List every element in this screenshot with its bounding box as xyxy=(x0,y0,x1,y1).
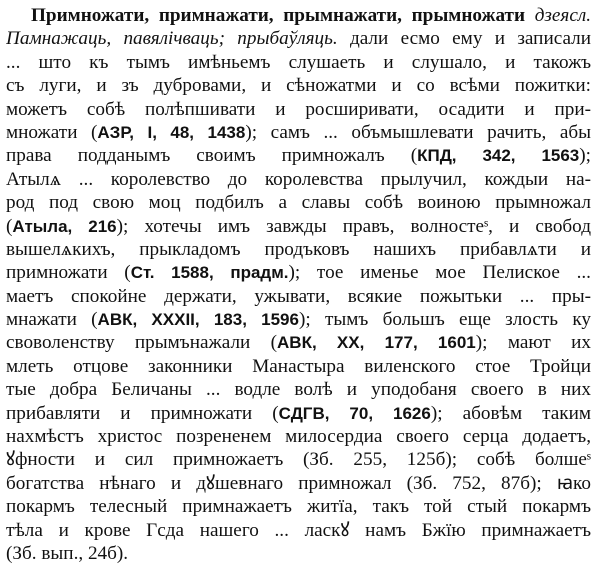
source-reference: Ст. 1588, прадм. xyxy=(130,263,289,283)
entry-text: покармъ телесный примнажаетъ житїа, такъ той стый покармъ xyxy=(6,496,591,518)
entry-text: тѣла и крове Гсда нашего ... ласкꙋ намъ Бжїю примнажаетъ xyxy=(6,519,591,541)
entry-line xyxy=(6,121,591,144)
entry-text: ); тымъ большъ еще злость ку xyxy=(298,309,591,331)
entry-body xyxy=(6,27,591,565)
dictionary-entry xyxy=(6,4,591,564)
entry-line xyxy=(6,331,591,354)
entry-text: нахмѣстъ христос позрененем милосердиа своего серца додаетъ, xyxy=(6,426,591,448)
entry-line xyxy=(6,285,591,308)
entry-gloss: Памнажаць, павялічваць; прыбаўляць. xyxy=(6,28,338,50)
entry-text: ... што къ тымъ имѣньемъ слушаеть и слушало, и такожъ xyxy=(6,51,591,73)
entry-text: ꙋфности и сил примножаетъ (Зб. 255, 125б); собѣ болшеˢ xyxy=(6,449,591,471)
entry-line xyxy=(6,98,591,121)
entry-line xyxy=(6,261,591,284)
entry-text: богатства нѣнаго и дꙋшевнаго примножал (Зб. 752, 87б); ꙗко xyxy=(6,472,591,494)
entry-text: ); абовѣм таким xyxy=(430,402,591,424)
entry-text: своволенству прымънажали ( xyxy=(6,332,278,354)
entry-text: тые добра Беличаны ... водле волѣ и уподобаня своего в них xyxy=(6,379,591,401)
entry-line xyxy=(6,378,591,401)
entry-line xyxy=(6,4,591,27)
entry-text: дали есмо ему и записали xyxy=(337,28,591,50)
entry-line xyxy=(6,308,591,331)
entry-line xyxy=(6,215,591,238)
entry-text: маетъ спокойне держати, ужывати, всякие пожытьки ... пры xyxy=(6,285,585,307)
source-reference: АВК, XX, 177, 1601 xyxy=(277,333,476,353)
entry-line xyxy=(6,238,591,261)
entry-text: (Зб. вып., 24б). xyxy=(6,542,129,564)
entry-text: примножати ( xyxy=(6,262,131,284)
hyphen: - xyxy=(584,285,591,307)
entry-text: прибавляти и примножати ( xyxy=(6,402,279,424)
entry-line xyxy=(6,191,591,214)
entry-line xyxy=(6,425,591,448)
entry-text: Атылѧ ... королевство до королевства прылучил, кождыи на xyxy=(6,168,585,190)
entry-text: ); мают их xyxy=(475,332,591,354)
entry-text: съ луги, и зъ дубровами, и сѣножатми и со всѣми пожитки: xyxy=(6,75,591,97)
entry-line xyxy=(6,448,591,471)
entry-text: ( xyxy=(6,215,13,237)
source-reference: АВК, XXXII, 183, 1596 xyxy=(97,310,299,330)
entry-line xyxy=(6,495,591,518)
entry-headword: Примножати, примнажати, прымнажати, прымножати xyxy=(31,5,526,26)
entry-line xyxy=(6,51,591,74)
entry-text: вышелѧкихъ, прыкладомъ продъковъ нашихъ прибавлѧти и xyxy=(6,238,591,260)
source-reference: Атыла, 216 xyxy=(12,216,117,236)
entry-text: ); самъ ... объмышлевати рачить, абы xyxy=(245,121,591,143)
entry-line xyxy=(6,144,591,167)
entry-text: множати ( xyxy=(6,121,98,143)
entry-text: ); xyxy=(579,145,591,167)
entry-line xyxy=(6,519,591,542)
entry-text: можетъ собѣ полѣпшивати и росширивати, осадити и при xyxy=(6,98,585,120)
source-reference: СДГВ, 70, 1626 xyxy=(278,403,431,423)
entry-line xyxy=(6,74,591,97)
entry-grammar-label: дзеясл. xyxy=(525,5,591,26)
entry-text: ); тое именье мое Пелиское ... xyxy=(288,262,591,284)
source-reference: КПД, 342, 1563 xyxy=(417,146,580,166)
source-reference: АЗР, I, 48, 1438 xyxy=(97,122,246,142)
entry-text: мнажати ( xyxy=(6,309,98,331)
entry-line xyxy=(6,168,591,191)
entry-text: ); хотечы имъ завжды правъ, волностеˢ, и свобод xyxy=(116,215,591,237)
entry-line xyxy=(6,402,591,425)
entry-line xyxy=(6,472,591,495)
entry-text: права подданымъ своимъ примножалъ ( xyxy=(6,145,418,167)
hyphen: - xyxy=(584,98,591,120)
entry-line xyxy=(6,355,591,378)
entry-text: род под свою моц подбилъ а славы собѣ воиною прымножал xyxy=(6,192,591,214)
entry-line xyxy=(6,542,591,565)
entry-line xyxy=(6,27,591,50)
entry-text: млеть отцове законники Манастыра виленского стое Тройци xyxy=(6,355,591,377)
hyphen: - xyxy=(584,168,591,190)
